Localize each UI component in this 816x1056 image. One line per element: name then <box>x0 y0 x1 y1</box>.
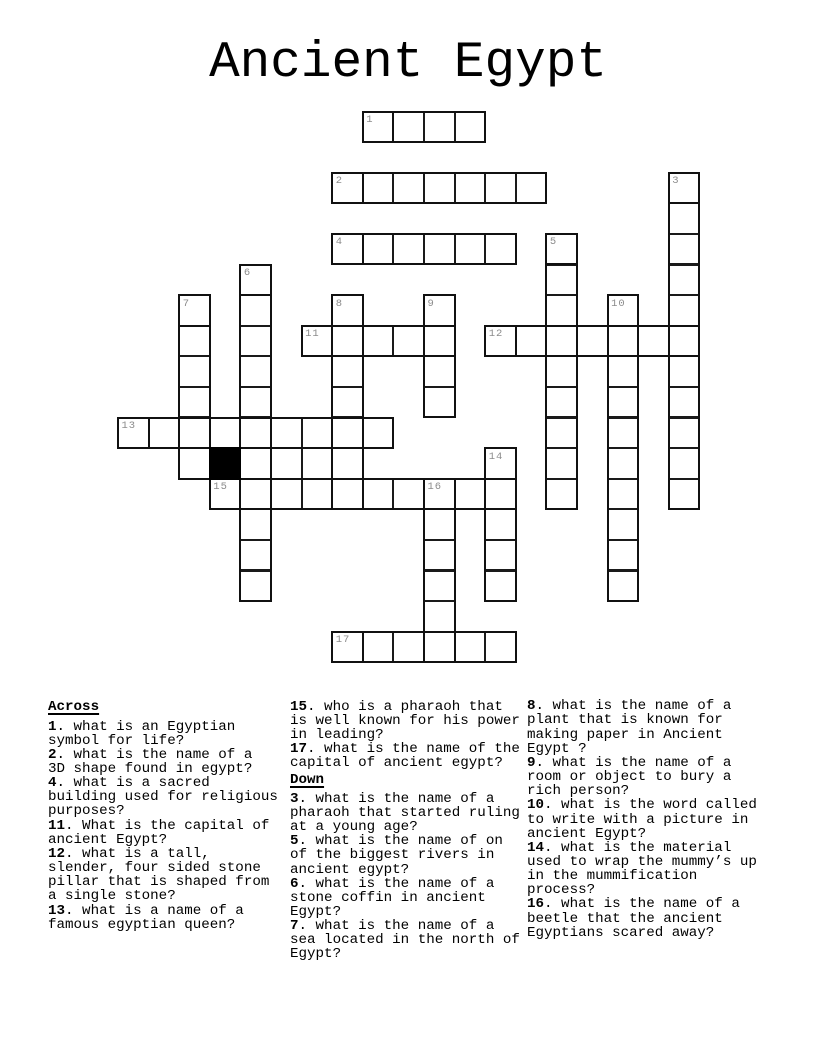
grid-cell[interactable] <box>239 355 272 388</box>
grid-cell[interactable] <box>668 417 701 450</box>
grid-cell[interactable] <box>607 417 640 450</box>
down-header: Down <box>290 771 325 788</box>
clue-line: 6. what is the name of a <box>290 875 495 892</box>
clue-number-label: 2 <box>48 746 57 763</box>
clue-number-label: 13 <box>48 902 66 919</box>
grid-cell[interactable] <box>209 417 242 450</box>
clue-number-label: 12 <box>48 845 66 862</box>
grid-cell[interactable] <box>239 294 272 327</box>
clue-number-label: 16 <box>527 896 545 913</box>
clue-number-label: 11 <box>48 817 66 834</box>
grid-cell[interactable] <box>454 111 487 144</box>
clues-column-3 <box>527 699 769 940</box>
clue-line: in leading? <box>290 727 384 744</box>
clue-number: 9 <box>427 297 435 310</box>
clue-line: rich person? <box>527 783 630 800</box>
clue-line: sea located in the north of <box>290 932 520 949</box>
clue-9 <box>527 756 769 798</box>
clue-number: 8 <box>335 297 343 310</box>
clues-column-1 <box>48 700 286 932</box>
grid-cell[interactable] <box>392 325 425 358</box>
clue-13 <box>48 904 286 932</box>
grid-cell[interactable] <box>331 478 364 511</box>
grid-cell[interactable] <box>607 539 640 572</box>
grid-cell[interactable] <box>423 325 456 358</box>
clue-line: beetle that the ancient <box>527 910 723 927</box>
clue-number-label: 6 <box>290 875 299 892</box>
clue-15 <box>290 700 528 742</box>
grid-cell[interactable] <box>239 447 272 480</box>
grid-cell[interactable] <box>239 539 272 572</box>
clue-line: 9. what is the name of a <box>527 754 732 771</box>
clue-line: to write with a picture in <box>527 811 749 828</box>
clue-number-label: 8 <box>527 698 536 715</box>
grid-cell[interactable] <box>545 386 578 419</box>
grid-cell[interactable] <box>178 325 211 358</box>
clue-4 <box>48 776 286 818</box>
grid-cell[interactable] <box>545 294 578 327</box>
grid-cell[interactable] <box>423 233 456 266</box>
grid-cell[interactable] <box>607 386 640 419</box>
grid-cell[interactable] <box>545 355 578 388</box>
grid-cell[interactable] <box>362 233 395 266</box>
grid-cell[interactable] <box>484 631 517 664</box>
clue-line: 14. what is the material <box>527 839 732 856</box>
grid-cell[interactable] <box>270 447 303 480</box>
clue-line: building used for religious <box>48 789 278 806</box>
clue-line: is well known for his power <box>290 712 520 729</box>
grid-cell[interactable] <box>331 417 364 450</box>
clue-line: 3D shape found in egypt? <box>48 761 253 778</box>
grid-cell[interactable] <box>668 355 701 388</box>
grid-cell[interactable] <box>515 325 548 358</box>
grid-cell[interactable] <box>362 631 395 664</box>
grid-cell[interactable] <box>178 355 211 388</box>
grid-cell[interactable] <box>270 478 303 511</box>
grid-cell[interactable] <box>668 202 701 235</box>
clue-line: Egyptians scared away? <box>527 924 715 941</box>
grid-cell[interactable] <box>392 631 425 664</box>
grid-cell[interactable] <box>668 478 701 511</box>
clue-line: 2. what is the name of a <box>48 746 253 763</box>
grid-cell[interactable] <box>239 478 272 511</box>
clue-number-label: 7 <box>290 918 299 935</box>
clue-number: 2 <box>335 175 343 188</box>
grid-cell[interactable] <box>239 325 272 358</box>
clue-line: 15. who is a pharaoh that <box>290 698 503 715</box>
grid-cell[interactable] <box>239 386 272 419</box>
grid-cell[interactable] <box>301 447 334 480</box>
grid-cell[interactable] <box>178 386 211 419</box>
clue-number: 14 <box>488 450 504 463</box>
clue-number: 16 <box>427 481 443 494</box>
grid-cell[interactable] <box>392 478 425 511</box>
grid-cell[interactable] <box>484 172 517 205</box>
grid-cell[interactable] <box>148 417 181 450</box>
grid-cell[interactable] <box>423 355 456 388</box>
clue-number: 10 <box>611 297 626 310</box>
grid-cell[interactable] <box>607 355 640 388</box>
clue-line: ancient egypt? <box>290 861 410 878</box>
grid-cell[interactable] <box>362 325 395 358</box>
grid-cell[interactable] <box>607 325 640 358</box>
clue-line: 12. what is a tall, <box>48 845 210 862</box>
clue-line: 10. what is the word called <box>527 797 757 814</box>
clue-line: 4. what is a sacred <box>48 775 210 792</box>
grid-cell[interactable] <box>454 631 487 664</box>
grid-cell[interactable] <box>668 447 701 480</box>
clue-line: stone coffin in ancient <box>290 889 486 906</box>
grid-cell[interactable] <box>545 417 578 450</box>
grid-cell[interactable] <box>270 417 303 450</box>
clue-line: symbol for life? <box>48 732 185 749</box>
grid-cell[interactable] <box>362 417 395 450</box>
clue-line: ancient Egypt? <box>48 831 168 848</box>
grid-cell[interactable] <box>668 325 701 358</box>
grid-cell[interactable] <box>239 570 272 603</box>
grid-cell[interactable] <box>454 233 487 266</box>
grid-cell[interactable] <box>545 447 578 480</box>
grid-cell[interactable] <box>454 478 487 511</box>
grid-cell[interactable] <box>331 447 364 480</box>
grid-cell[interactable] <box>331 325 364 358</box>
clue-line: purposes? <box>48 803 125 820</box>
clue-line: 17. what is the name of the <box>290 741 520 758</box>
clue-line: Egypt ? <box>527 740 587 757</box>
clue-line: process? <box>527 882 596 899</box>
grid-cell[interactable] <box>668 294 701 327</box>
grid-cell[interactable] <box>301 417 334 450</box>
grid-cell[interactable] <box>423 570 456 603</box>
grid-cell[interactable] <box>454 172 487 205</box>
puzzle-title: Ancient Egypt <box>209 35 607 92</box>
grid-cell[interactable] <box>178 447 211 480</box>
clue-7 <box>290 919 528 961</box>
grid-cell[interactable] <box>239 417 272 450</box>
clue-number-label: 17 <box>290 741 308 758</box>
grid-cell[interactable] <box>484 508 517 541</box>
clue-number: 3 <box>672 175 680 188</box>
clue-line: 16. what is the name of a <box>527 896 740 913</box>
grid-cell[interactable] <box>668 386 701 419</box>
clue-number: 7 <box>182 297 190 310</box>
clue-number-label: 10 <box>527 797 545 814</box>
clue-line: plant that is known for <box>527 712 723 729</box>
black-cell <box>209 447 242 480</box>
clue-5 <box>290 834 528 876</box>
clue-number: 6 <box>243 267 252 279</box>
clue-number: 1 <box>366 114 374 126</box>
grid-cell[interactable] <box>331 355 364 388</box>
across-header: Across <box>48 699 100 716</box>
grid-cell[interactable] <box>301 478 334 511</box>
clue-line: slender, four sided stone <box>48 860 261 877</box>
grid-cell[interactable] <box>392 111 425 144</box>
clue-line: pharaoh that started ruling <box>290 804 520 821</box>
clue-line: of the biggest rivers in <box>290 847 495 864</box>
grid-cell[interactable] <box>607 508 640 541</box>
grid-cell[interactable] <box>423 508 456 541</box>
clue-number-label: 3 <box>290 790 299 807</box>
grid-cell[interactable] <box>607 478 640 511</box>
clue-line: Egypt? <box>290 946 342 963</box>
grid-cell[interactable] <box>607 570 640 603</box>
clue-number-label: 5 <box>290 833 299 850</box>
grid-cell[interactable] <box>484 233 517 266</box>
grid-cell[interactable] <box>362 172 395 205</box>
grid-cell[interactable] <box>423 600 456 633</box>
clue-number: 11 <box>305 328 320 341</box>
clue-line: 8. what is the name of a <box>527 698 732 715</box>
grid-cell[interactable] <box>607 447 640 480</box>
grid-cell[interactable] <box>545 478 578 511</box>
clue-14 <box>527 841 769 898</box>
clue-line: at a young age? <box>290 819 418 836</box>
grid-cell[interactable] <box>576 325 609 358</box>
clue-line: pillar that is shaped from <box>48 874 270 891</box>
clue-number: 15 <box>213 481 228 494</box>
clue-line: famous egyptian queen? <box>48 916 236 933</box>
clue-2 <box>48 748 286 776</box>
grid-cell[interactable] <box>362 478 395 511</box>
clue-number: 13 <box>121 420 137 432</box>
clue-line: a single stone? <box>48 888 176 905</box>
grid-cell[interactable] <box>484 570 517 603</box>
grid-cell[interactable] <box>423 539 456 572</box>
clue-8 <box>527 699 769 756</box>
grid-cell[interactable] <box>545 264 578 297</box>
clue-number-label: 14 <box>527 839 545 856</box>
clue-number-label: 1 <box>48 718 57 735</box>
clue-line: 7. what is the name of a <box>290 918 495 935</box>
clue-line: 1. what is an Egyptian <box>48 718 236 735</box>
grid-cell[interactable] <box>484 478 517 511</box>
grid-cell[interactable] <box>239 508 272 541</box>
grid-cell[interactable] <box>392 172 425 205</box>
grid-cell[interactable] <box>515 172 548 205</box>
grid-cell[interactable] <box>331 386 364 419</box>
clue-line: Egypt? <box>290 903 342 920</box>
clue-number: 4 <box>335 236 343 249</box>
grid-cell[interactable] <box>484 539 517 572</box>
clue-line: 13. what is a name of a <box>48 902 244 919</box>
clue-number: 17 <box>335 634 351 647</box>
grid-cell[interactable] <box>423 386 456 419</box>
grid-cell[interactable] <box>178 417 211 450</box>
clue-line: 5. what is the name of on <box>290 833 503 850</box>
grid-cell[interactable] <box>668 264 701 297</box>
clue-number: 12 <box>488 328 504 341</box>
clue-line: capital of ancient egypt? <box>290 755 503 772</box>
clue-17 <box>290 742 528 770</box>
grid-cell[interactable] <box>423 631 456 664</box>
clue-line: used to wrap the mummy’s up <box>527 854 757 871</box>
clue-16 <box>527 897 769 939</box>
clue-line: 3. what is the name of a <box>290 790 495 807</box>
clue-line: 11. What is the capital of <box>48 817 270 834</box>
clue-3 <box>290 792 528 834</box>
grid-cell[interactable] <box>423 172 456 205</box>
grid-cell[interactable] <box>423 111 456 144</box>
clue-number-label: 4 <box>48 775 57 792</box>
clue-number-label: 15 <box>290 698 308 715</box>
grid-cell[interactable] <box>392 233 425 266</box>
clue-line: making paper in Ancient <box>527 726 723 743</box>
clue-line: room or object to bury a <box>527 769 732 786</box>
clue-11 <box>48 819 286 847</box>
clues-column-2 <box>290 700 528 962</box>
clue-number-label: 9 <box>527 754 536 771</box>
grid-cell[interactable] <box>668 233 701 266</box>
clue-line: in the mummification <box>527 868 698 885</box>
grid-cell[interactable] <box>545 325 578 358</box>
clue-6 <box>290 877 528 919</box>
clue-1 <box>48 720 286 748</box>
clue-number: 5 <box>549 236 558 249</box>
clue-10 <box>527 798 769 840</box>
clue-12 <box>48 847 286 904</box>
grid-cell[interactable] <box>637 325 670 358</box>
clue-line: ancient Egypt? <box>527 825 647 842</box>
